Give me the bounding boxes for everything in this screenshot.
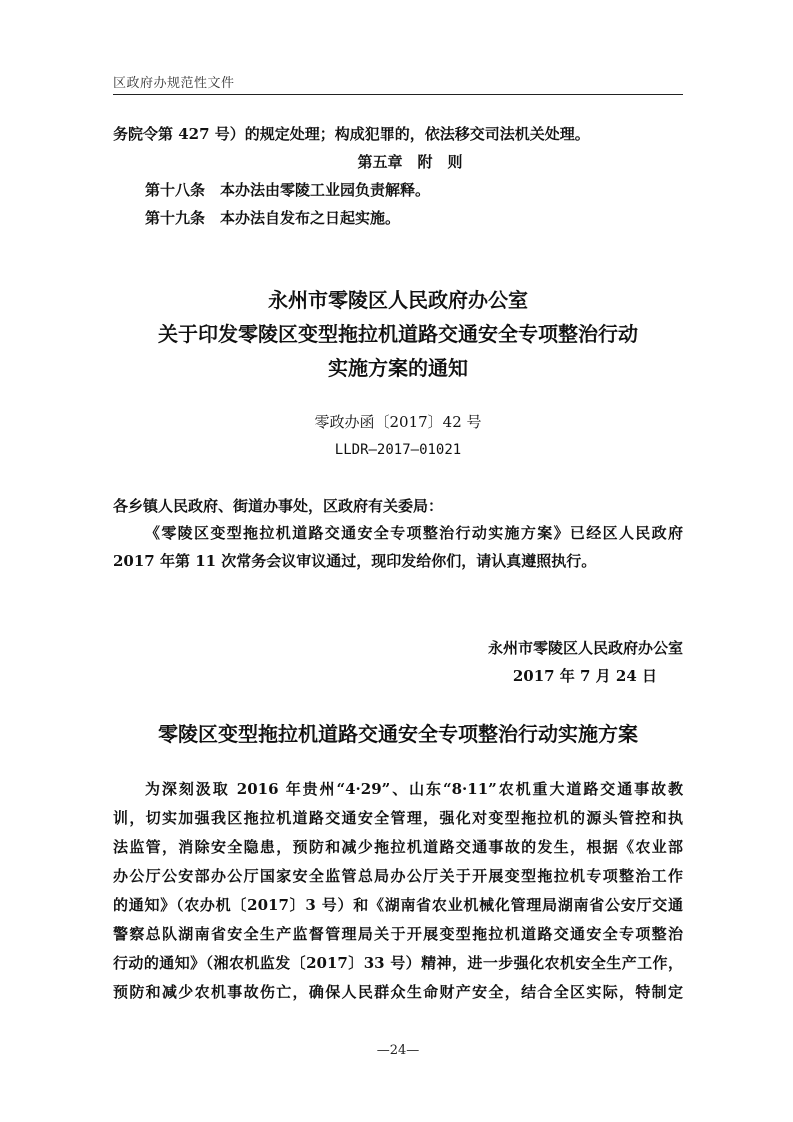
plan-body-line: 警察总队湖南省安全生产监督管理局关于开展变型拖拉机道路交通安全专项整治 [113,925,683,943]
plan-body-line: 办公厅公安部办公厅国家安全监管总局办公厅关于开展变型拖拉机专项整治工作 [113,867,683,885]
chapter-heading: 第五章 附 则 [357,153,463,171]
notice-title-line-3: 实施方案的通知 [328,356,468,380]
notice-body-line-1: 《零陵区变型拖拉机道路交通安全专项整治行动实施方案》已经区人民政府 [145,524,683,542]
page-number: —24— [376,1043,420,1058]
plan-body-line: 行动的通知》（湘农机监发〔2017〕33 号）精神，进一步强化农机安全生产工作， [113,954,683,972]
plan-body-line: 为深刻汲取 2016 年贵州“4·29”、山东“8·11”农机重大道路交通事故教 [145,780,683,798]
plan-title: 零陵区变型拖拉机道路交通安全专项整治行动实施方案 [158,722,638,746]
article-19: 第十九条 本办法自发布之日起实施。 [145,209,401,227]
registration-number: LLDR—2017—01021 [334,442,462,458]
issuer: 永州市零陵区人民政府办公室 [487,639,683,657]
notice-body-line-2: 2017 年第 11 次常务会议审议通过，现印发给你们，请认真遵照执行。 [113,552,597,570]
document-number: 零政办函〔2017〕42 号 [314,413,482,431]
addressee: 各乡镇人民政府、街道办事处，区政府有关委局： [113,497,444,515]
plan-body-line: 法监管，消除安全隐患，预防和减少拖拉机道路交通事故的发生，根据《农业部 [113,838,683,856]
article-18: 第十八条 本办法由零陵工业园负责解释。 [145,181,431,199]
plan-body-line: 预防和减少农机事故伤亡，确保人民群众生命财产安全，结合全区实际，特制定 [113,983,683,1001]
notice-title-line-1: 永州市零陵区人民政府办公室 [268,288,528,312]
plan-body-line: 训，切实加强我区拖拉机道路交通安全管理，强化对变型拖拉机的源头管控和执 [113,809,683,827]
prev-text-line: 务院令第 427 号）的规定处理；构成犯罪的，依法移交司法机关处理。 [113,125,590,143]
running-header: 区政府办规范性文件 [113,76,235,91]
issue-date: 2017 年 7 月 24 日 [512,667,657,685]
notice-title-line-2: 关于印发零陵区变型拖拉机道路交通安全专项整治行动 [158,322,638,346]
plan-body-line: 的通知》（农办机〔2017〕3 号）和《湖南省农业机械化管理局湖南省公安厅交通 [113,896,683,914]
header-rule [113,94,683,95]
